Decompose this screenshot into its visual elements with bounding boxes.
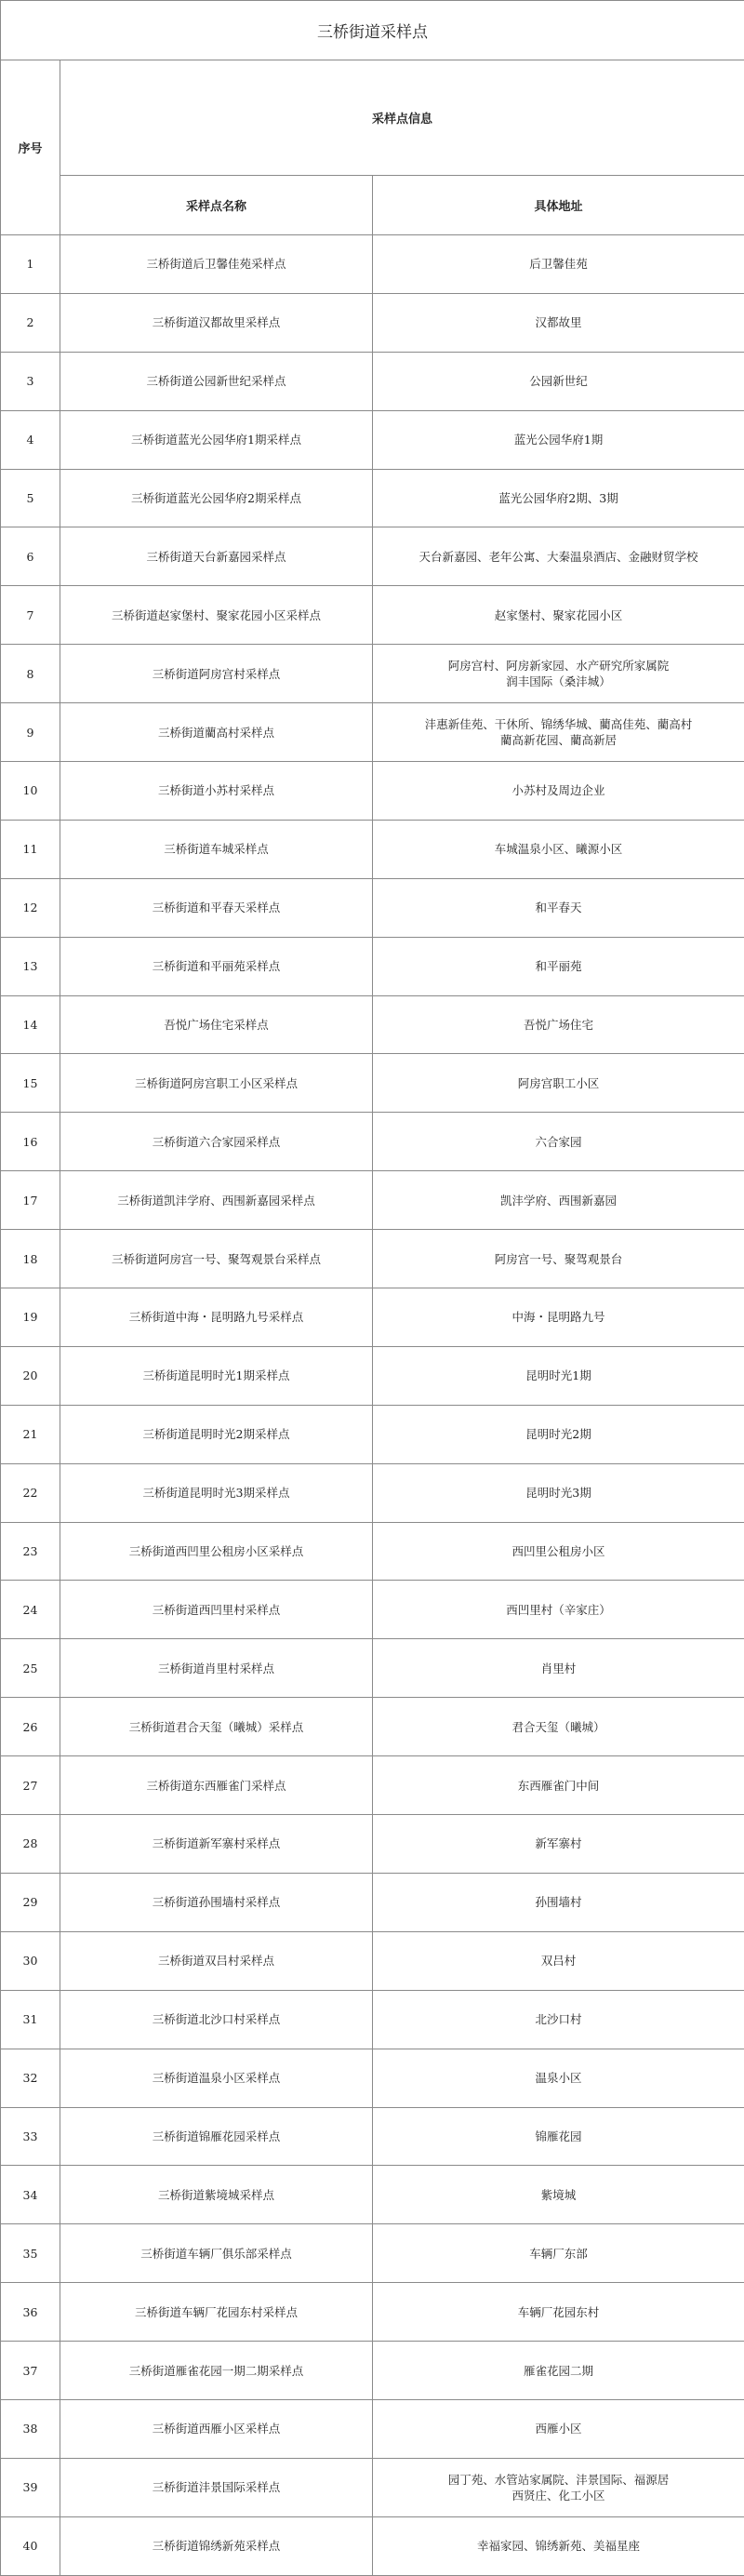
- row-index: 10: [1, 762, 60, 821]
- address-line: 西凹里公租房小区: [379, 1543, 738, 1559]
- sampling-point-address: [373, 995, 744, 1054]
- table-row: [1, 820, 744, 878]
- sampling-point-name: 三桥街道阿房宫一号、聚驾观景台采样点: [60, 1230, 373, 1288]
- row-index: 21: [1, 1405, 60, 1463]
- table-row: [1, 1581, 744, 1639]
- row-index: 14: [1, 995, 60, 1054]
- row-index: 27: [1, 1756, 60, 1815]
- sampling-point-name: 三桥街道双吕村采样点: [60, 1931, 373, 1990]
- address-line: 肖里村: [379, 1661, 738, 1676]
- table-row: [1, 2049, 744, 2107]
- sampling-point-name: 三桥街道肖里村采样点: [60, 1639, 373, 1698]
- sampling-point-address: [373, 352, 744, 410]
- sampling-point-name: 三桥街道东西雁雀门采样点: [60, 1756, 373, 1815]
- sampling-point-name: 三桥街道后卫馨佳苑采样点: [60, 235, 373, 294]
- address-line: 北沙口村: [379, 2011, 738, 2027]
- sampling-point-address: [373, 1463, 744, 1522]
- address-line: 阿房宫职工小区: [379, 1075, 738, 1091]
- table-row: [1, 2516, 744, 2575]
- sampling-point-address: [373, 1113, 744, 1171]
- address-line: 昆明时光1期: [379, 1368, 738, 1383]
- address-line: 公园新世纪: [379, 373, 738, 389]
- address-line: 凯沣学府、西围新嘉园: [379, 1193, 738, 1208]
- row-index: 28: [1, 1815, 60, 1874]
- sampling-point-name: 三桥街道西凹里村采样点: [60, 1581, 373, 1639]
- sampling-point-address: [373, 1931, 744, 1990]
- sampling-point-address: [373, 1990, 744, 2049]
- sampling-point-address: [373, 937, 744, 995]
- sampling-point-name: 三桥街道紫境城采样点: [60, 2166, 373, 2224]
- table-row: [1, 937, 744, 995]
- sampling-point-name: 三桥街道六合家园采样点: [60, 1113, 373, 1171]
- sampling-point-address: [373, 2516, 744, 2575]
- address-line: 六合家园: [379, 1134, 738, 1150]
- sampling-point-address: [373, 1581, 744, 1639]
- table-row: [1, 1698, 744, 1756]
- table-row: [1, 235, 744, 294]
- sampling-point-address: [373, 2458, 744, 2516]
- row-index: 20: [1, 1346, 60, 1405]
- header-name: 采样点名称: [60, 176, 373, 235]
- row-index: 22: [1, 1463, 60, 1522]
- address-line: 温泉小区: [379, 2070, 738, 2086]
- sampling-point-address: [373, 703, 744, 762]
- address-line: 后卫馨佳苑: [379, 256, 738, 272]
- table-row: [1, 1230, 744, 1288]
- table-row: [1, 1756, 744, 1815]
- row-index: 40: [1, 2516, 60, 2575]
- sampling-point-address: [373, 2342, 744, 2400]
- sampling-point-name: 三桥街道锦雁花园采样点: [60, 2107, 373, 2166]
- sampling-point-address: [373, 1230, 744, 1288]
- address-line: 赵家堡村、聚家花园小区: [379, 607, 738, 623]
- row-index: 6: [1, 527, 60, 586]
- table-row: [1, 1990, 744, 2049]
- row-index: 36: [1, 2283, 60, 2342]
- table-row: [1, 1873, 744, 1931]
- address-line: 锦雁花园: [379, 2129, 738, 2144]
- address-line: 藺高新花园、藺高新居: [379, 732, 738, 748]
- table-title: 三桥街道采样点: [1, 1, 744, 60]
- sampling-point-address: [373, 293, 744, 352]
- sampling-point-address: [373, 1815, 744, 1874]
- sampling-point-address: [373, 2107, 744, 2166]
- table-row: [1, 703, 744, 762]
- sampling-point-name: 吾悦广场住宅采样点: [60, 995, 373, 1054]
- table-row: [1, 1463, 744, 1522]
- address-line: 小苏村及周边企业: [379, 782, 738, 798]
- address-line: 昆明时光3期: [379, 1485, 738, 1501]
- table-row: [1, 1346, 744, 1405]
- table-row: [1, 2283, 744, 2342]
- address-line: 东西雁雀门中间: [379, 1778, 738, 1794]
- row-index: 16: [1, 1113, 60, 1171]
- row-index: 12: [1, 878, 60, 937]
- address-line: 天台新嘉园、老年公寓、大秦温泉酒店、金融财贸学校: [379, 549, 738, 565]
- sampling-point-name: 三桥街道西凹里公租房小区采样点: [60, 1522, 373, 1581]
- sampling-point-address: [373, 820, 744, 878]
- table-row: [1, 645, 744, 703]
- table-row: [1, 878, 744, 937]
- sampling-point-address: [373, 1873, 744, 1931]
- sampling-point-address: [373, 586, 744, 645]
- sampling-point-name: 三桥街道蓝光公园华府1期采样点: [60, 410, 373, 469]
- address-line: 和平春天: [379, 900, 738, 915]
- address-line: 和平丽苑: [379, 958, 738, 974]
- row-index: 26: [1, 1698, 60, 1756]
- table-row: [1, 410, 744, 469]
- address-line: 新军寨村: [379, 1835, 738, 1851]
- table-row: [1, 1405, 744, 1463]
- row-index: 33: [1, 2107, 60, 2166]
- table-row: [1, 1522, 744, 1581]
- sampling-point-name: 三桥街道凯沣学府、西围新嘉园采样点: [60, 1171, 373, 1230]
- sampling-point-name: 三桥街道车辆厂俱乐部采样点: [60, 2224, 373, 2283]
- sampling-point-name: 三桥街道中海・昆明路九号采样点: [60, 1288, 373, 1347]
- address-line: 幸福家园、锦绣新苑、美福星座: [379, 2538, 738, 2554]
- sampling-point-address: [373, 1346, 744, 1405]
- table-row: [1, 1054, 744, 1113]
- sampling-point-address: [373, 878, 744, 937]
- sampling-point-name: 三桥街道汉都故里采样点: [60, 293, 373, 352]
- sampling-point-address: [373, 1405, 744, 1463]
- sampling-point-name: 三桥街道车城采样点: [60, 820, 373, 878]
- sampling-point-address: [373, 1756, 744, 1815]
- address-line: 车辆厂花园东村: [379, 2304, 738, 2320]
- address-line: 双吕村: [379, 1953, 738, 1969]
- row-index: 34: [1, 2166, 60, 2224]
- sampling-point-name: 三桥街道新军寨村采样点: [60, 1815, 373, 1874]
- row-index: 18: [1, 1230, 60, 1288]
- address-line: 车辆厂东部: [379, 2246, 738, 2262]
- table-row: [1, 352, 744, 410]
- address-line: 蓝光公园华府2期、3期: [379, 490, 738, 506]
- table-row: [1, 1113, 744, 1171]
- header-address: 具体地址: [373, 176, 744, 235]
- row-index: 13: [1, 937, 60, 995]
- row-index: 8: [1, 645, 60, 703]
- row-index: 4: [1, 410, 60, 469]
- row-index: 19: [1, 1288, 60, 1347]
- sampling-point-name: 三桥街道沣景国际采样点: [60, 2458, 373, 2516]
- sampling-point-name: 三桥街道孙围墙村采样点: [60, 1873, 373, 1931]
- row-index: 39: [1, 2458, 60, 2516]
- sampling-point-name: 三桥街道和平春天采样点: [60, 878, 373, 937]
- sampling-point-address: [373, 527, 744, 586]
- address-line: 雁雀花园二期: [379, 2363, 738, 2379]
- sampling-point-name: 三桥街道和平丽苑采样点: [60, 937, 373, 995]
- address-line: 中海・昆明路九号: [379, 1309, 738, 1325]
- table-row: [1, 2224, 744, 2283]
- table-row: [1, 2107, 744, 2166]
- table-row: [1, 469, 744, 527]
- header-group: 采样点信息: [60, 60, 744, 176]
- address-line: 君合天玺（曦城）: [379, 1719, 738, 1735]
- sampling-point-name: 三桥街道雁雀花园一期二期采样点: [60, 2342, 373, 2400]
- table-row: [1, 586, 744, 645]
- sampling-point-name: 三桥街道藺高村采样点: [60, 703, 373, 762]
- table-row: [1, 762, 744, 821]
- sampling-point-name: 三桥街道阿房宫村采样点: [60, 645, 373, 703]
- sampling-point-name: 三桥街道阿房宫职工小区采样点: [60, 1054, 373, 1113]
- sampling-point-address: [373, 762, 744, 821]
- sampling-point-address: [373, 1698, 744, 1756]
- table-row: [1, 2399, 744, 2458]
- sampling-point-address: [373, 1288, 744, 1347]
- sampling-point-address: [373, 1054, 744, 1113]
- sampling-point-address: [373, 2049, 744, 2107]
- sampling-point-name: 三桥街道赵家堡村、聚家花园小区采样点: [60, 586, 373, 645]
- address-line: 蓝光公园华府1期: [379, 432, 738, 447]
- table-row: [1, 2342, 744, 2400]
- row-index: 5: [1, 469, 60, 527]
- row-index: 23: [1, 1522, 60, 1581]
- row-index: 30: [1, 1931, 60, 1990]
- sampling-point-address: [373, 410, 744, 469]
- address-line: 紫境城: [379, 2187, 738, 2203]
- table-row: [1, 1171, 744, 1230]
- sampling-point-name: 三桥街道温泉小区采样点: [60, 2049, 373, 2107]
- address-line: 西雁小区: [379, 2421, 738, 2436]
- header-index: 序号: [1, 60, 60, 235]
- row-index: 29: [1, 1873, 60, 1931]
- sampling-point-name: 三桥街道小苏村采样点: [60, 762, 373, 821]
- address-line: 孙围墙村: [379, 1894, 738, 1910]
- row-index: 24: [1, 1581, 60, 1639]
- sampling-point-name: 三桥街道昆明时光2期采样点: [60, 1405, 373, 1463]
- sampling-point-name: 三桥街道车辆厂花园东村采样点: [60, 2283, 373, 2342]
- row-index: 17: [1, 1171, 60, 1230]
- table-row: [1, 1288, 744, 1347]
- address-line: 阿房宫村、阿房新家园、水产研究所家属院: [379, 658, 738, 674]
- row-index: 31: [1, 1990, 60, 2049]
- row-index: 9: [1, 703, 60, 762]
- row-index: 38: [1, 2399, 60, 2458]
- sampling-point-address: [373, 2283, 744, 2342]
- table-row: [1, 2166, 744, 2224]
- sampling-point-name: 三桥街道天台新嘉园采样点: [60, 527, 373, 586]
- table-row: [1, 293, 744, 352]
- address-line: 西贤庄、化工小区: [379, 2488, 738, 2503]
- sampling-point-name: 三桥街道西雁小区采样点: [60, 2399, 373, 2458]
- sampling-point-address: [373, 2224, 744, 2283]
- row-index: 32: [1, 2049, 60, 2107]
- row-index: 1: [1, 235, 60, 294]
- row-index: 11: [1, 820, 60, 878]
- address-line: 沣惠新佳苑、干休所、锦绣华城、藺高佳苑、藺高村: [379, 716, 738, 732]
- sampling-point-address: [373, 235, 744, 294]
- sampling-point-name: 三桥街道昆明时光3期采样点: [60, 1463, 373, 1522]
- sampling-point-name: 三桥街道昆明时光1期采样点: [60, 1346, 373, 1405]
- sampling-point-address: [373, 469, 744, 527]
- sampling-point-name: 三桥街道蓝光公园华府2期采样点: [60, 469, 373, 527]
- sampling-point-address: [373, 1522, 744, 1581]
- sampling-point-address: [373, 1639, 744, 1698]
- table-row: [1, 995, 744, 1054]
- row-index: 25: [1, 1639, 60, 1698]
- table-row: [1, 1815, 744, 1874]
- sampling-point-name: 三桥街道君合天玺（曦城）采样点: [60, 1698, 373, 1756]
- address-line: 阿房宫一号、聚驾观景台: [379, 1251, 738, 1267]
- sampling-point-name: 三桥街道锦绣新苑采样点: [60, 2516, 373, 2575]
- address-line: 润丰国际（桑沣城）: [379, 674, 738, 689]
- table-row: [1, 1931, 744, 1990]
- sampling-point-name: 三桥街道公园新世纪采样点: [60, 352, 373, 410]
- sampling-point-address: [373, 2166, 744, 2224]
- table-row: [1, 1639, 744, 1698]
- address-line: 西凹里村（辛家庄）: [379, 1602, 738, 1618]
- sampling-point-address: [373, 645, 744, 703]
- sampling-point-address: [373, 2399, 744, 2458]
- address-line: 汉都故里: [379, 314, 738, 330]
- address-line: 昆明时光2期: [379, 1426, 738, 1442]
- address-line: 吾悦广场住宅: [379, 1017, 738, 1033]
- row-index: 3: [1, 352, 60, 410]
- row-index: 7: [1, 586, 60, 645]
- row-index: 35: [1, 2224, 60, 2283]
- table-row: [1, 2458, 744, 2516]
- table-row: [1, 527, 744, 586]
- row-index: 2: [1, 293, 60, 352]
- row-index: 15: [1, 1054, 60, 1113]
- sampling-point-address: [373, 1171, 744, 1230]
- row-index: 37: [1, 2342, 60, 2400]
- address-line: 园丁苑、水管站家属院、沣景国际、福源居: [379, 2472, 738, 2488]
- sampling-point-name: 三桥街道北沙口村采样点: [60, 1990, 373, 2049]
- table-body: [1, 235, 744, 2576]
- address-line: 车城温泉小区、曦源小区: [379, 841, 738, 857]
